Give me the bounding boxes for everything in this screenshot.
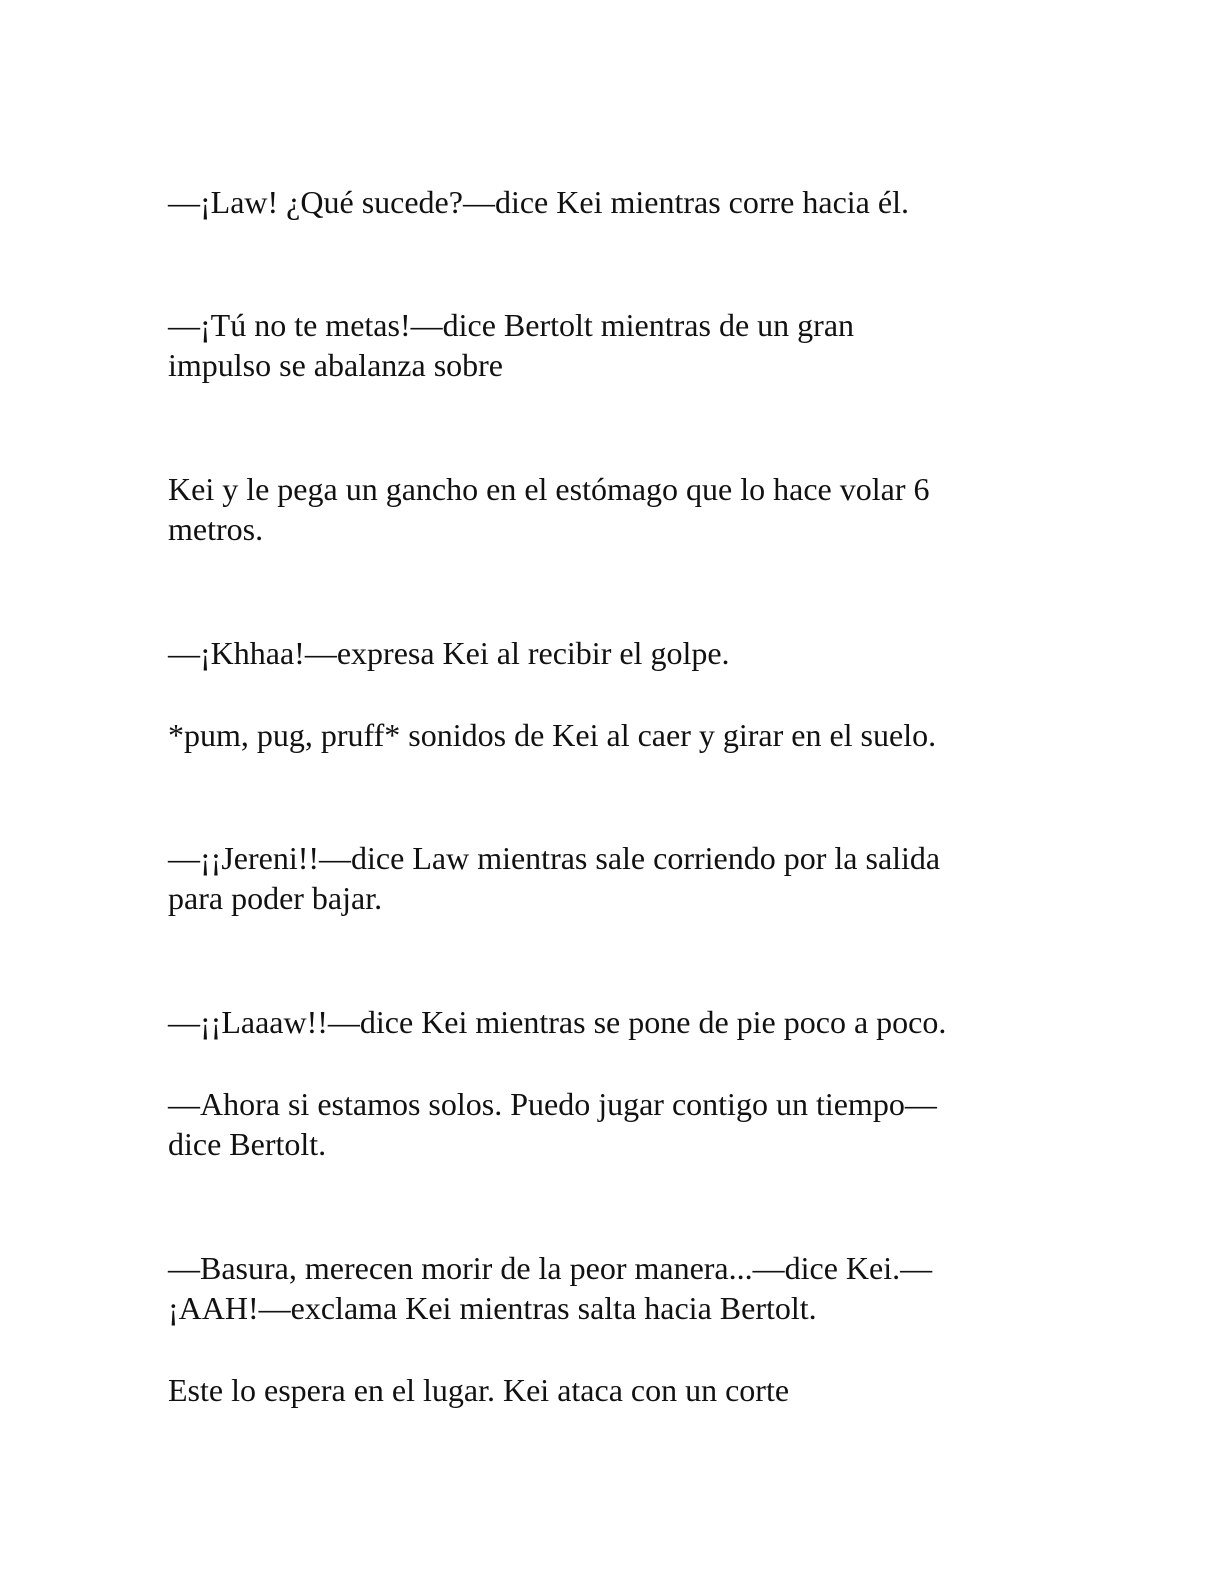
paragraph-8 <box>168 1084 1068 1164</box>
paragraph-line: —Ahora si estamos solos. Puedo jugar contigo un tiempo— <box>168 1086 937 1122</box>
paragraph-line: —¡¡Jereni!!—dice Law mientras sale corriendo por la salida <box>168 840 941 876</box>
paragraph-line: Este lo espera en el lugar. Kei ataca con un corte <box>168 1372 790 1408</box>
paragraph-line: dice Bertolt. <box>168 1126 327 1162</box>
paragraph-line: impulso se abalanza sobre <box>168 347 503 383</box>
paragraph-5 <box>168 715 1068 755</box>
paragraph-4 <box>168 633 1068 673</box>
paragraph-1 <box>168 182 1068 222</box>
paragraph-2 <box>168 305 1068 385</box>
paragraph-3 <box>168 469 1068 549</box>
paragraph-line: —Basura, merecen morir de la peor manera...—dice Kei.— <box>168 1250 933 1286</box>
paragraph-line: ¡AAH!—exclama Kei mientras salta hacia Bertolt. <box>168 1290 817 1326</box>
paragraph-9 <box>168 1248 1068 1328</box>
paragraph-line: —¡Tú no te metas!—dice Bertolt mientras de un gran <box>168 307 855 343</box>
paragraph-line: —¡Khhaa!—expresa Kei al recibir el golpe. <box>168 635 730 671</box>
paragraph-6 <box>168 838 1068 918</box>
paragraph-line: Kei y le pega un gancho en el estómago que lo hace volar 6 <box>168 471 930 507</box>
paragraph-line: para poder bajar. <box>168 880 383 916</box>
paragraph-line: metros. <box>168 511 264 547</box>
paragraph-line: —¡Law! ¿Qué sucede?—dice Kei mientras corre hacia él. <box>168 184 909 220</box>
paragraph-line: *pum, pug, pruff* sonidos de Kei al caer y girar en el suelo. <box>168 717 937 753</box>
paragraph-10 <box>168 1370 1068 1410</box>
paragraph-7 <box>168 1002 1068 1042</box>
paragraph-line: —¡¡Laaaw!!—dice Kei mientras se pone de pie poco a poco. <box>168 1004 947 1040</box>
